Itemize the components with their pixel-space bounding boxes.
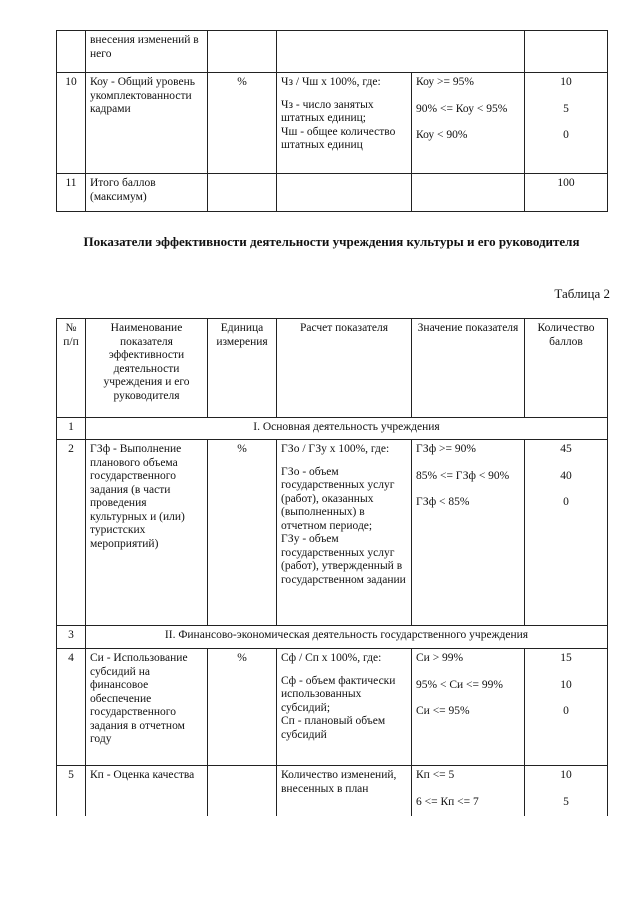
table-row bbox=[57, 766, 608, 816]
calc-definition: Сф - объем фактически использованных субсидий; bbox=[281, 674, 396, 714]
points-line: 10 bbox=[560, 678, 572, 691]
table-row bbox=[57, 31, 608, 73]
calc-formula: Сф / Сп х 100%, где: bbox=[281, 652, 382, 664]
value-line: ГЗф >= 90% bbox=[416, 443, 476, 455]
cell-unit bbox=[208, 174, 277, 212]
points-line: 0 bbox=[563, 496, 569, 508]
cell-points bbox=[525, 73, 608, 174]
value-line: 90% <= Коу < 95% bbox=[416, 102, 508, 115]
cell-name: внесения изменений в него bbox=[86, 31, 208, 73]
table-2 bbox=[56, 318, 608, 816]
cell-num bbox=[57, 31, 86, 73]
table-row bbox=[57, 440, 608, 626]
cell-calc bbox=[277, 440, 412, 626]
calc-formula: ГЗо / ГЗу х 100%, где: bbox=[281, 443, 390, 455]
cell-points bbox=[525, 31, 608, 73]
value-line: 85% <= ГЗф < 90% bbox=[416, 469, 510, 482]
value-line: 6 <= Кп <= 7 bbox=[416, 795, 479, 808]
value-line: 95% < Си <= 99% bbox=[416, 678, 503, 691]
header-unit: Единица измерения bbox=[208, 319, 277, 418]
cell-unit: % bbox=[208, 73, 277, 174]
table-1 bbox=[56, 30, 608, 212]
cell-num: 1 bbox=[57, 418, 86, 440]
cell-num: 4 bbox=[57, 649, 86, 766]
points-line: 0 bbox=[563, 129, 569, 141]
cell-num: 10 bbox=[57, 73, 86, 174]
header-name: Наименование показателя эффективности деятельности учреждения и его руководителя bbox=[86, 319, 208, 418]
value-line: Си <= 95% bbox=[416, 705, 470, 717]
section-heading: Показатели эффективности деятельности учреждения культуры и его руководителя bbox=[83, 234, 580, 249]
cell-num: 5 bbox=[57, 766, 86, 816]
section-title: I. Основная деятельность учреждения bbox=[86, 418, 608, 440]
cell-unit bbox=[208, 766, 277, 816]
cell-value bbox=[412, 73, 525, 174]
cell-name: ГЗф - Выполнение планового объема государственного задания (в части проведения культурных и (или) туристских мероприятий) bbox=[86, 440, 208, 626]
header-value: Значение показателя bbox=[412, 319, 525, 418]
cell-calc: Количество изменений, внесенных в план bbox=[277, 766, 412, 816]
calc-definition: Сп - плановый объем субсидий bbox=[281, 715, 386, 741]
header-points: Количество баллов bbox=[525, 319, 608, 418]
cell-calc bbox=[277, 73, 412, 174]
value-line: Си > 99% bbox=[416, 652, 464, 664]
points-line: 45 bbox=[560, 443, 572, 455]
cell-points bbox=[525, 766, 608, 816]
points-line: 0 bbox=[563, 705, 569, 717]
value-line: Кп <= 5 bbox=[416, 769, 455, 781]
cell-name: Си - Использование субсидий на финансовое обеспечение государственного задания в отчетном году bbox=[86, 649, 208, 766]
table-row bbox=[57, 649, 608, 766]
value-line: ГЗф < 85% bbox=[416, 496, 470, 508]
calc-formula: Чз / Чш х 100%, где: bbox=[281, 76, 381, 88]
header-calc: Расчет показателя bbox=[277, 319, 412, 418]
table-row bbox=[57, 73, 608, 174]
cell-name: Коу - Общий уровень укомплектованности кадрами bbox=[86, 73, 208, 174]
cell-value bbox=[412, 174, 525, 212]
cell-value bbox=[412, 440, 525, 626]
cell-unit: % bbox=[208, 440, 277, 626]
header-num: № п/п bbox=[57, 319, 86, 418]
section-row bbox=[57, 626, 608, 649]
cell-calc bbox=[277, 31, 412, 73]
points-line: 5 bbox=[563, 795, 569, 808]
points-line: 5 bbox=[563, 102, 569, 115]
cell-name: Итого баллов (максимум) bbox=[86, 174, 208, 212]
value-line: Коу >= 95% bbox=[416, 76, 474, 88]
cell-unit: % bbox=[208, 649, 277, 766]
table-caption: Таблица 2 bbox=[554, 286, 610, 301]
cell-num: 11 bbox=[57, 174, 86, 212]
cell-value bbox=[412, 766, 525, 816]
points-line: 10 bbox=[560, 76, 572, 88]
table-row bbox=[57, 174, 608, 212]
points-line: 15 bbox=[560, 652, 572, 664]
cell-points bbox=[525, 649, 608, 766]
section-row bbox=[57, 418, 608, 440]
cell-points bbox=[525, 440, 608, 626]
table-header-row bbox=[57, 319, 608, 418]
points-line: 40 bbox=[560, 469, 572, 482]
value-line: Коу < 90% bbox=[416, 129, 468, 141]
calc-definition: ГЗу - объем государственных услуг (работ), утвержденный в государственном задании bbox=[281, 533, 406, 586]
cell-num: 2 bbox=[57, 440, 86, 626]
cell-name: Кп - Оценка качества bbox=[86, 766, 208, 816]
section-title: II. Финансово-экономическая деятельность государственного учреждения bbox=[86, 626, 608, 649]
calc-definition: ГЗо - объем государственных услуг (работ), оказанных (выполненных) в отчетном периоде; bbox=[281, 465, 395, 532]
cell-value bbox=[412, 31, 525, 73]
calc-definition: Чз - число занятых штатных единиц; bbox=[281, 98, 374, 124]
points-line: 10 bbox=[560, 769, 572, 781]
cell-calc bbox=[277, 649, 412, 766]
cell-points: 100 bbox=[525, 174, 608, 212]
cell-num: 3 bbox=[57, 626, 86, 649]
cell-unit bbox=[208, 31, 277, 73]
cell-calc bbox=[277, 174, 412, 212]
calc-definition: Чш - общее количество штатных единиц bbox=[281, 125, 396, 151]
cell-value bbox=[412, 649, 525, 766]
